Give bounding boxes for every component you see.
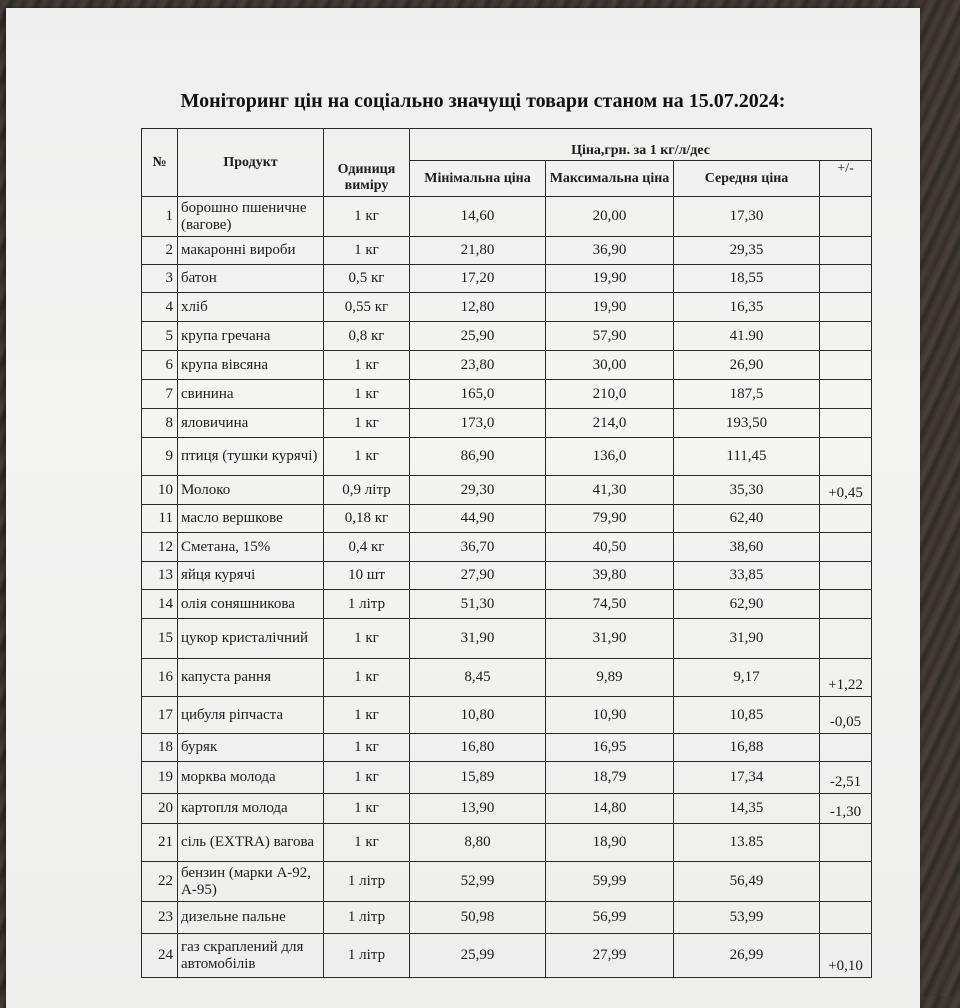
unit-cell: 1 кг <box>324 794 410 824</box>
max-price-cell: 74,50 <box>546 590 674 619</box>
row-number: 24 <box>142 934 178 978</box>
document-page <box>6 8 920 1008</box>
avg-price-cell: 111,45 <box>674 438 820 476</box>
row-number: 8 <box>142 409 178 438</box>
product-name: картопля молода <box>178 794 324 824</box>
max-price-cell: 39,80 <box>546 562 674 590</box>
product-name: макаронні вироби <box>178 237 324 265</box>
unit-cell: 1 літр <box>324 590 410 619</box>
header-delta: +/- <box>820 161 872 197</box>
avg-price-cell: 18,55 <box>674 265 820 293</box>
table-row <box>142 590 872 619</box>
delta-cell <box>820 237 872 265</box>
product-name: дизельне пальне <box>178 902 324 934</box>
delta-cell <box>820 322 872 351</box>
delta-cell <box>820 619 872 659</box>
table-row <box>142 697 872 734</box>
min-price-cell: 25,99 <box>410 934 546 978</box>
table-row <box>142 293 872 322</box>
avg-price-cell: 14,35 <box>674 794 820 824</box>
unit-cell: 1 кг <box>324 409 410 438</box>
min-price-cell: 27,90 <box>410 562 546 590</box>
max-price-cell: 9,89 <box>546 659 674 697</box>
table-row <box>142 659 872 697</box>
min-price-cell: 173,0 <box>410 409 546 438</box>
product-name: яйця курячі <box>178 562 324 590</box>
avg-price-cell: 35,30 <box>674 476 820 505</box>
table-row <box>142 409 872 438</box>
row-number: 14 <box>142 590 178 619</box>
unit-cell: 1 кг <box>324 438 410 476</box>
min-price-cell: 17,20 <box>410 265 546 293</box>
max-price-cell: 16,95 <box>546 734 674 762</box>
unit-cell: 1 кг <box>324 762 410 794</box>
row-number: 1 <box>142 197 178 237</box>
header-avg-price: Середня ціна <box>674 161 820 197</box>
header-product: Продукт <box>178 129 324 197</box>
avg-price-cell: 38,60 <box>674 533 820 562</box>
avg-price-cell: 41.90 <box>674 322 820 351</box>
unit-cell: 1 літр <box>324 862 410 902</box>
max-price-cell: 18,79 <box>546 762 674 794</box>
unit-cell: 1 кг <box>324 659 410 697</box>
row-number: 2 <box>142 237 178 265</box>
max-price-cell: 41,30 <box>546 476 674 505</box>
unit-cell: 1 кг <box>324 197 410 237</box>
table-row <box>142 734 872 762</box>
avg-price-cell: 16,35 <box>674 293 820 322</box>
row-number: 4 <box>142 293 178 322</box>
min-price-cell: 165,0 <box>410 380 546 409</box>
min-price-cell: 86,90 <box>410 438 546 476</box>
row-number: 7 <box>142 380 178 409</box>
price-table <box>141 128 872 978</box>
product-name: хліб <box>178 293 324 322</box>
delta-cell: +0,45 <box>820 476 872 505</box>
max-price-cell: 19,90 <box>546 293 674 322</box>
product-name: газ скраплений для автомобілів <box>178 934 324 978</box>
table-row <box>142 322 872 351</box>
product-name: борошно пшеничне (вагове) <box>178 197 324 237</box>
avg-price-cell: 33,85 <box>674 562 820 590</box>
product-name: сіль (EXTRA) вагова <box>178 824 324 862</box>
unit-cell: 1 кг <box>324 380 410 409</box>
delta-cell <box>820 409 872 438</box>
avg-price-cell: 193,50 <box>674 409 820 438</box>
product-name: олія соняшникова <box>178 590 324 619</box>
avg-price-cell: 26,99 <box>674 934 820 978</box>
min-price-cell: 21,80 <box>410 237 546 265</box>
min-price-cell: 50,98 <box>410 902 546 934</box>
table-row <box>142 237 872 265</box>
table-row <box>142 619 872 659</box>
table-row <box>142 351 872 380</box>
row-number: 21 <box>142 824 178 862</box>
delta-cell <box>820 351 872 380</box>
avg-price-cell: 29,35 <box>674 237 820 265</box>
max-price-cell: 136,0 <box>546 438 674 476</box>
min-price-cell: 16,80 <box>410 734 546 762</box>
unit-cell: 1 кг <box>324 824 410 862</box>
min-price-cell: 12,80 <box>410 293 546 322</box>
min-price-cell: 8,45 <box>410 659 546 697</box>
unit-cell: 1 кг <box>324 734 410 762</box>
table-row <box>142 476 872 505</box>
min-price-cell: 36,70 <box>410 533 546 562</box>
unit-cell: 1 літр <box>324 902 410 934</box>
delta-cell <box>820 293 872 322</box>
min-price-cell: 10,80 <box>410 697 546 734</box>
header-max-price: Максимальна ціна <box>546 161 674 197</box>
delta-cell: -2,51 <box>820 762 872 794</box>
table-row <box>142 794 872 824</box>
table-row <box>142 762 872 794</box>
delta-cell: +1,22 <box>820 659 872 697</box>
row-number: 9 <box>142 438 178 476</box>
delta-cell <box>820 265 872 293</box>
product-name: батон <box>178 265 324 293</box>
min-price-cell: 15,89 <box>410 762 546 794</box>
delta-cell <box>820 734 872 762</box>
min-price-cell: 23,80 <box>410 351 546 380</box>
delta-cell <box>820 862 872 902</box>
min-price-cell: 13,90 <box>410 794 546 824</box>
product-name: бензин (марки А-92, А-95) <box>178 862 324 902</box>
unit-cell: 1 кг <box>324 351 410 380</box>
avg-price-cell: 62,90 <box>674 590 820 619</box>
max-price-cell: 214,0 <box>546 409 674 438</box>
avg-price-cell: 13.85 <box>674 824 820 862</box>
row-number: 19 <box>142 762 178 794</box>
avg-price-cell: 53,99 <box>674 902 820 934</box>
avg-price-cell: 17,30 <box>674 197 820 237</box>
product-name: крупа вівсяна <box>178 351 324 380</box>
table-row <box>142 934 872 978</box>
table-row <box>142 902 872 934</box>
delta-cell: -1,30 <box>820 794 872 824</box>
max-price-cell: 59,99 <box>546 862 674 902</box>
delta-cell <box>820 902 872 934</box>
row-number: 5 <box>142 322 178 351</box>
max-price-cell: 20,00 <box>546 197 674 237</box>
table-row <box>142 533 872 562</box>
min-price-cell: 44,90 <box>410 505 546 533</box>
delta-cell <box>820 590 872 619</box>
delta-cell <box>820 380 872 409</box>
product-name: птиця (тушки курячі) <box>178 438 324 476</box>
table-row <box>142 265 872 293</box>
unit-cell: 10 шт <box>324 562 410 590</box>
row-number: 22 <box>142 862 178 902</box>
product-name: крупа гречана <box>178 322 324 351</box>
row-number: 17 <box>142 697 178 734</box>
max-price-cell: 40,50 <box>546 533 674 562</box>
table-row <box>142 862 872 902</box>
delta-cell <box>820 197 872 237</box>
unit-cell: 0,9 літр <box>324 476 410 505</box>
min-price-cell: 8,80 <box>410 824 546 862</box>
product-name: яловичина <box>178 409 324 438</box>
header-min-price: Мінімальна ціна <box>410 161 546 197</box>
unit-cell: 1 кг <box>324 697 410 734</box>
header-price-group: Ціна,грн. за 1 кг/л/дес <box>410 129 872 161</box>
document-title: Моніторинг цін на соціально значущі товари станом на 15.07.2024: <box>180 90 786 112</box>
row-number: 16 <box>142 659 178 697</box>
delta-cell <box>820 562 872 590</box>
unit-cell: 1 кг <box>324 237 410 265</box>
product-name: Молоко <box>178 476 324 505</box>
delta-cell: +0,10 <box>820 934 872 978</box>
max-price-cell: 18,90 <box>546 824 674 862</box>
max-price-cell: 57,90 <box>546 322 674 351</box>
unit-cell: 0,4 кг <box>324 533 410 562</box>
avg-price-cell: 31,90 <box>674 619 820 659</box>
table-row <box>142 824 872 862</box>
max-price-cell: 10,90 <box>546 697 674 734</box>
avg-price-cell: 187,5 <box>674 380 820 409</box>
product-name: цибуля ріпчаста <box>178 697 324 734</box>
min-price-cell: 51,30 <box>410 590 546 619</box>
product-name: Сметана, 15% <box>178 533 324 562</box>
product-name: морква молода <box>178 762 324 794</box>
table-row <box>142 505 872 533</box>
row-number: 6 <box>142 351 178 380</box>
product-name: свинина <box>178 380 324 409</box>
max-price-cell: 19,90 <box>546 265 674 293</box>
row-number: 18 <box>142 734 178 762</box>
delta-cell <box>820 533 872 562</box>
unit-cell: 0,18 кг <box>324 505 410 533</box>
row-number: 13 <box>142 562 178 590</box>
unit-cell: 0,8 кг <box>324 322 410 351</box>
delta-cell <box>820 438 872 476</box>
product-name: масло вершкове <box>178 505 324 533</box>
unit-cell: 0,5 кг <box>324 265 410 293</box>
avg-price-cell: 9,17 <box>674 659 820 697</box>
header-number: № <box>142 129 178 197</box>
table-row <box>142 562 872 590</box>
row-number: 3 <box>142 265 178 293</box>
product-name: капуста рання <box>178 659 324 697</box>
avg-price-cell: 16,88 <box>674 734 820 762</box>
max-price-cell: 30,00 <box>546 351 674 380</box>
row-number: 20 <box>142 794 178 824</box>
avg-price-cell: 17,34 <box>674 762 820 794</box>
max-price-cell: 210,0 <box>546 380 674 409</box>
table-row <box>142 438 872 476</box>
avg-price-cell: 26,90 <box>674 351 820 380</box>
max-price-cell: 36,90 <box>546 237 674 265</box>
row-number: 10 <box>142 476 178 505</box>
row-number: 23 <box>142 902 178 934</box>
min-price-cell: 29,30 <box>410 476 546 505</box>
price-table-body <box>142 197 872 978</box>
max-price-cell: 31,90 <box>546 619 674 659</box>
table-row <box>142 197 872 237</box>
header-unit: Одиниця виміру <box>324 129 410 197</box>
unit-cell: 1 кг <box>324 619 410 659</box>
avg-price-cell: 56,49 <box>674 862 820 902</box>
delta-cell: -0,05 <box>820 697 872 734</box>
min-price-cell: 14,60 <box>410 197 546 237</box>
unit-cell: 0,55 кг <box>324 293 410 322</box>
max-price-cell: 56,99 <box>546 902 674 934</box>
product-name: цукор кристалічний <box>178 619 324 659</box>
avg-price-cell: 62,40 <box>674 505 820 533</box>
table-row <box>142 380 872 409</box>
min-price-cell: 25,90 <box>410 322 546 351</box>
product-name: буряк <box>178 734 324 762</box>
row-number: 11 <box>142 505 178 533</box>
max-price-cell: 27,99 <box>546 934 674 978</box>
delta-cell <box>820 505 872 533</box>
avg-price-cell: 10,85 <box>674 697 820 734</box>
row-number: 12 <box>142 533 178 562</box>
min-price-cell: 52,99 <box>410 862 546 902</box>
max-price-cell: 14,80 <box>546 794 674 824</box>
row-number: 15 <box>142 619 178 659</box>
min-price-cell: 31,90 <box>410 619 546 659</box>
max-price-cell: 79,90 <box>546 505 674 533</box>
unit-cell: 1 літр <box>324 934 410 978</box>
delta-cell <box>820 824 872 862</box>
